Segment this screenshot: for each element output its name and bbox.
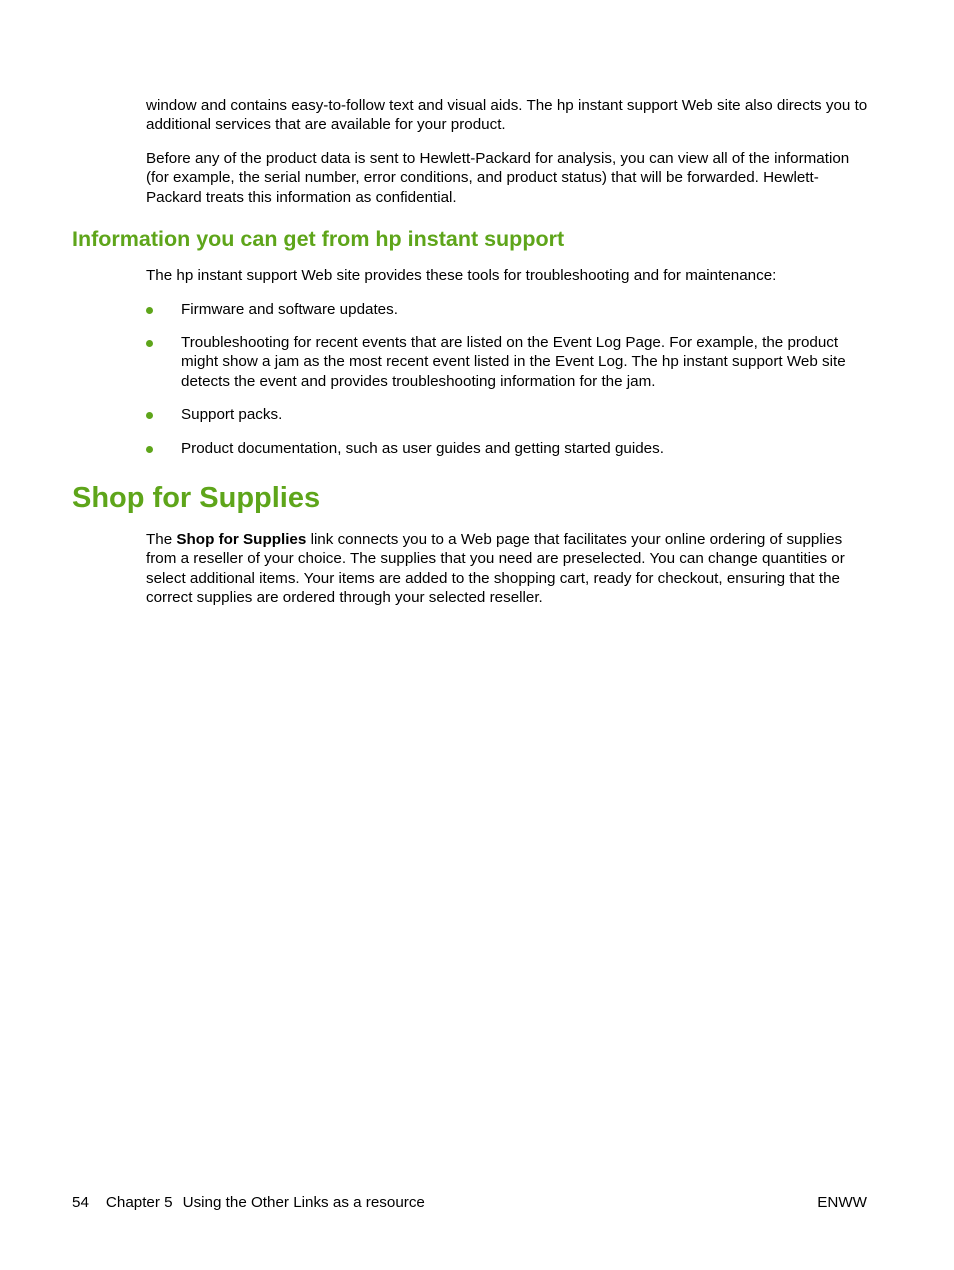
page-footer-left <box>72 1193 425 1212</box>
list-item-text: Support packs. <box>181 406 283 423</box>
list-item-text: Product documentation, such as user guides and getting started guides. <box>181 440 664 457</box>
bullet-icon <box>146 446 153 453</box>
list-item-text: Troubleshooting for recent events that are listed on the Event Log Page. For example, the product might show a jam as the most recent event listed in the Event Log. The hp instant support Web site detects the event and provides troubleshooting information for the jam. <box>181 334 846 390</box>
bullet-icon <box>146 340 153 347</box>
bullet-icon <box>146 412 153 419</box>
section-heading-hp-instant-support: Information you can get from hp instant support <box>72 227 565 251</box>
page-number: 54 <box>72 1194 89 1211</box>
paragraph-prefix: The <box>146 531 177 548</box>
page-footer-locale: ENWW <box>817 1194 867 1211</box>
list-item-text: Firmware and software updates. <box>181 301 398 318</box>
bullet-icon <box>146 307 153 314</box>
chapter-title: Using the Other Links as a resource <box>182 1194 425 1211</box>
continued-paragraph-2: Before any of the product data is sent to Hewlett-Packard for analysis, you can view all of the information (for example, the serial number, error conditions, and product status) that will be forwarded. Hewlett-Packard treats this information as confidential. <box>146 150 850 206</box>
paragraph-rest: link connects you to a Web page that facilitates your online ordering of supplies from a reseller of your choice. The supplies that you need are preselected. You can change quantities or select additional items. Your items are added to the shopping cart, ready for checkout, ensuring that the correct supplies are ordered through your selected reseller. <box>146 531 845 607</box>
chapter-label: Chapter 5 <box>105 1194 173 1211</box>
continued-paragraph-1: window and contains easy-to-follow text and visual aids. The hp instant support Web site also directs you to additional services that are available for your product. <box>146 97 868 134</box>
section-intro-paragraph: The hp instant support Web site provides these tools for troubleshooting and for maintenance: <box>146 267 777 284</box>
section-heading-shop-for-supplies: Shop for Supplies <box>72 482 321 514</box>
shop-for-supplies-paragraph <box>146 530 870 608</box>
shop-for-supplies-link-name: Shop for Supplies <box>176 531 307 548</box>
